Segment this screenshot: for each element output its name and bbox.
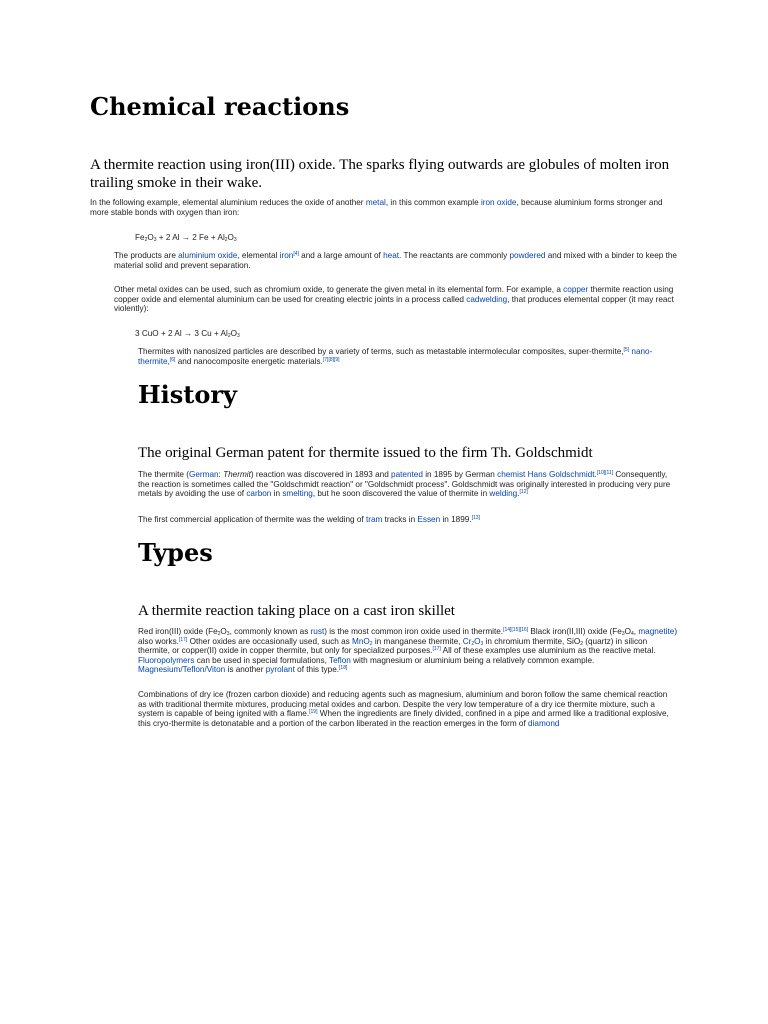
link-iron[interactable]: iron (279, 251, 294, 260)
link-cadwelding[interactable]: cadwelding (466, 294, 508, 304)
link-copper[interactable]: copper (563, 285, 589, 294)
link-fluoropolymers[interactable]: Fluoropolymers (138, 655, 195, 665)
citation-4[interactable]: [4] (293, 251, 299, 257)
figure-caption-2: The original German patent for thermite issued to the firm Th. Goldschmidt (138, 445, 593, 461)
link-iron-oxide[interactable]: iron oxide (480, 198, 517, 207)
link-diamond[interactable]: diamond (528, 718, 560, 728)
citation-6[interactable]: [6] (169, 356, 176, 363)
citation-10-11[interactable]: [10][11] (596, 470, 614, 476)
link-essen[interactable]: Essen (417, 515, 441, 524)
paragraph-history-discovery: The thermite (German: Thermit) reaction was discovered in 1893 and patented in 1895 by German chemist Hans Goldschmidt.[10][11] Consequently, the reaction is sometimes called the "Goldschmidt reaction" or "Goldschmidt process". Goldschmidt was originally interested in producing very pure metals by avoiding the use of carbon in smelting, but he soon discovered the value of thermite in welding.[12] (138, 470, 671, 499)
link-rust[interactable]: rust (310, 627, 325, 636)
link-nano-thermite[interactable]: nano-thermite (138, 347, 653, 366)
citation-18[interactable]: [18] (339, 665, 348, 672)
citation-12[interactable]: [12] (519, 489, 528, 496)
link-mno2[interactable]: MnO$_2$ (352, 636, 373, 647)
link-hans-goldschmidt[interactable]: Hans Goldschmidt (527, 470, 595, 479)
link-aluminium-oxide[interactable]: aluminium oxide (178, 251, 238, 260)
citation-17b[interactable]: [17] (432, 646, 441, 653)
equation-iron-thermite: $Fe_2O_3 + 2$ Al → 2 $Fe + Al_2O_3$ (135, 233, 237, 243)
link-tram[interactable]: tram (365, 515, 383, 524)
citation-19[interactable]: [19] (309, 709, 318, 716)
figure-caption-1: A thermite reaction using iron(III) oxide. The sparks flying outwards are globules of molten iron trailing smoke in their wake. (90, 157, 670, 191)
citation-5[interactable]: [5] (623, 347, 630, 353)
link-magnesium-teflon-viton[interactable]: Magnesium/Teflon/Viton (138, 665, 226, 675)
link-carbon[interactable]: carbon (246, 489, 272, 499)
link-magnetite[interactable]: magnetite (638, 627, 675, 636)
equation-copper-thermite: 3 CuO + 2 Al → 3 $Cu + Al_2O_3$ (135, 329, 240, 339)
page-title: Chemical reactions (90, 92, 350, 121)
link-smelting[interactable]: smelting (282, 489, 313, 499)
paragraph-types-oxides: Red iron(III) oxide ($Fe_2O_3$, commonly known as rust) is the most common iron oxide used in thermite.[14][15][16] Black iron(II,III) oxide ($Fe_3O_4$, magnetite) also works.[17] Other oxides are occasionally used, such as MnO$_2$ in manganese thermite, $Cr_2O_3$ in chromium thermite, SiO$_2$ (quartz) in silicon thermite, or copper(II) oxide in copper thermite, but only for specialized purposes.[17] All of these examples use aluminium as the reactive metal. Fluoropolymers can be used in special formulations, Teflon with magnesium or aluminium being a relatively common example. Magnesium/Teflon/Viton is another pyrolant of this type.[18] (138, 627, 678, 675)
link-metal[interactable]: metal (365, 198, 386, 207)
paragraph-history-first-use: The first commercial application of thermite was the welding of tram tracks in Essen in 1899.[13] (138, 515, 480, 524)
link-pyrolant[interactable]: pyrolant (265, 665, 295, 675)
section-heading-history: History (138, 380, 237, 409)
link-heat[interactable]: heat (383, 251, 400, 260)
link-teflon[interactable]: Teflon (329, 655, 351, 665)
link-powdered[interactable]: powdered (509, 251, 546, 260)
paragraph-types-cryo-thermite: Combinations of dry ice (frozen carbon dioxide) and reducing agents such as magnesium, aluminium and boron follow the same chemical reaction as with traditional thermite mixtures, producing metal oxides and carbon. Despite the very low temperature of a dry ice thermite mixture, such a system is capable of being ignited with a flame.[19] When the ingredients are finely divided, confined in a pipe and armed like a traditional explosive, this cryo-thermite is detonatable and a portion of the carbon liberated in the reaction emerges in the form of diamond (138, 690, 669, 728)
citation-17a[interactable]: [17] (178, 636, 188, 643)
paragraph-intro: In the following example, elemental aluminium reduces the oxide of another metal, in this common example iron oxide, because aluminium forms stronger and more stable bonds with oxygen than iron: (90, 198, 663, 217)
link-patented[interactable]: patented (391, 470, 423, 479)
paragraph-products: The products are aluminium oxide, elemental iron[4] and a large amount of heat. The reactants are commonly powdered and mixed with a binder to keep the material solid and prevent separation. (114, 251, 677, 270)
paragraph-nanothermites: Thermites with nanosized particles are described by a variety of terms, such as metastable intermolecular composites, super-thermite,[5] nano-thermite,[6] and nanocomposite energetic materials.[7][8][9] (138, 347, 653, 366)
citation-7-8-9[interactable]: [7][8][9] (322, 356, 340, 363)
paragraph-other-oxides: Other metal oxides can be used, such as chromium oxide, to generate the given metal in its elemental form. For example, a copper thermite reaction using copper oxide and elemental aluminium can be used for creating electric joints in a process called cadwelding, that produces elemental copper (it may react violently): (114, 285, 674, 314)
link-german[interactable]: German (188, 470, 219, 479)
citation-13[interactable]: [13] (471, 515, 480, 521)
link-chemist[interactable]: chemist (497, 470, 526, 479)
figure-caption-3: A thermite reaction taking place on a cast iron skillet (138, 603, 455, 619)
citation-14-15-16[interactable]: [14][15][16] (503, 627, 529, 633)
link-welding[interactable]: welding (489, 489, 518, 499)
section-heading-types: Types (138, 538, 213, 567)
link-cr2o3[interactable]: $Cr_2O_3$ (462, 636, 484, 647)
